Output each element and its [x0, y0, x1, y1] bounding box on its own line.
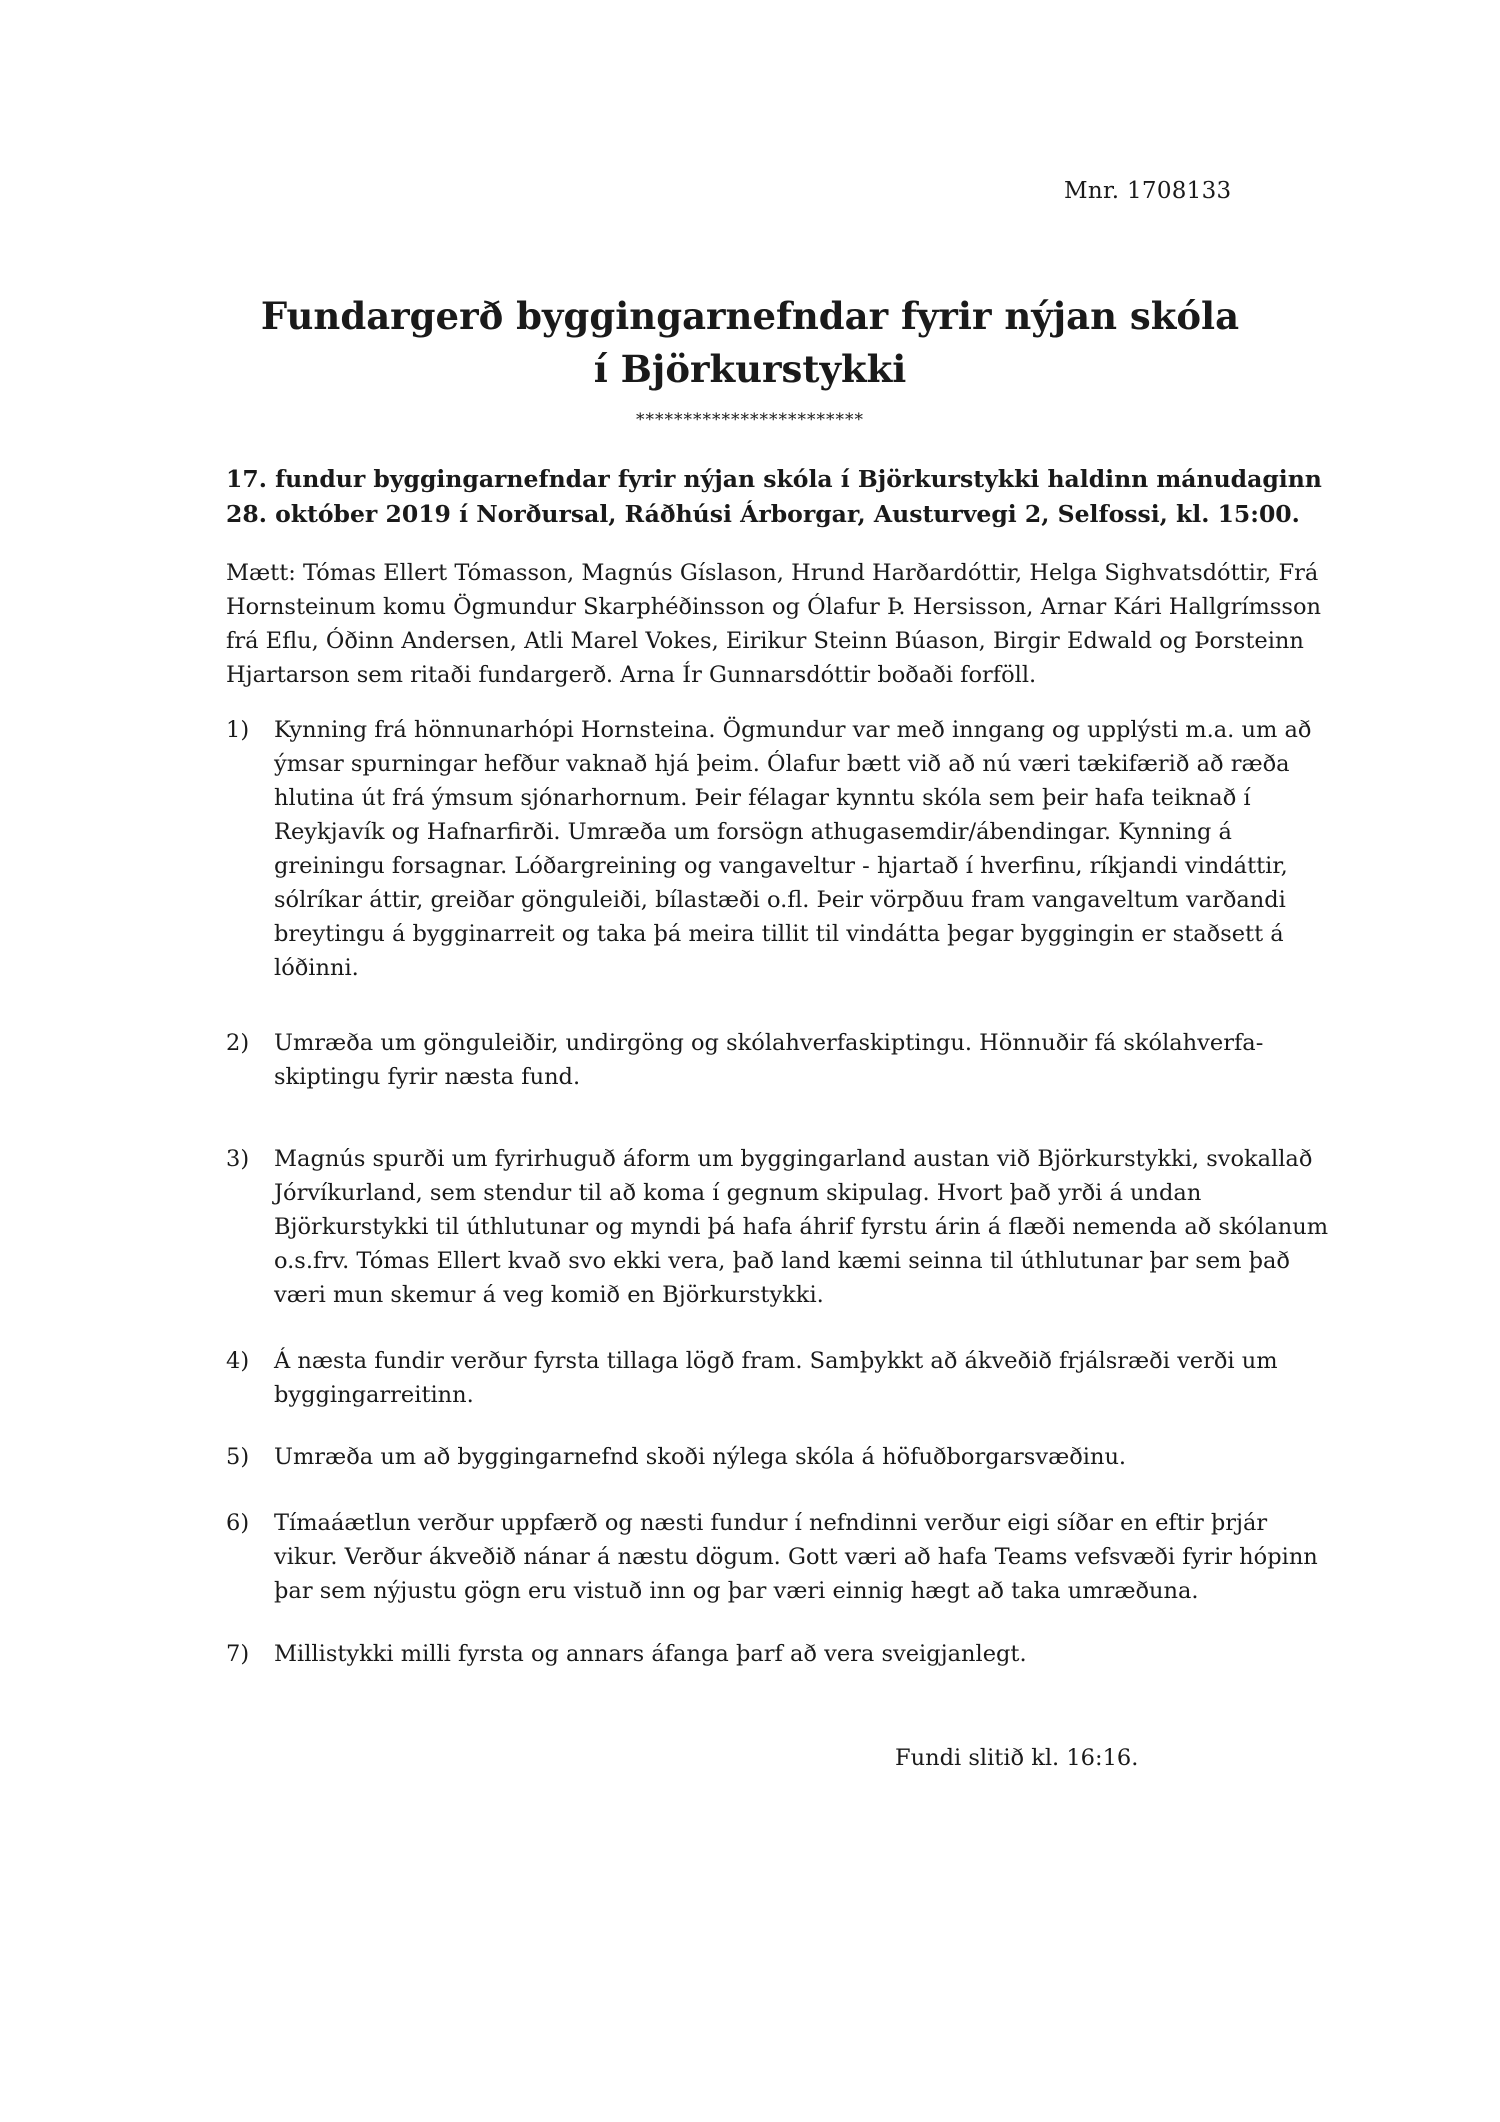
agenda-item-2 [226, 1026, 1336, 1094]
agenda-item-1 [226, 713, 1336, 985]
agenda-item-7 [226, 1637, 1336, 1671]
item-number: 4) [226, 1348, 250, 1374]
intro-line-1: 17. fundur byggingarnefndar fyrir nýjan skóla í Björkurstykki haldinn mánudaginn [226, 465, 1322, 493]
item-text: Umræða um að byggingarnefnd skoði nýlega skóla á höfuðborgarsvæðinu. [274, 1444, 1127, 1470]
agenda-item-6 [226, 1506, 1336, 1608]
title-line-1: Fundargerð byggingarnefndar fyrir nýjan skóla [260, 294, 1240, 338]
intro-line-2: 28. október 2019 í Norðursal, Ráðhúsi Árborgar, Austurvegi 2, Selfossi, kl. 15:00. [226, 500, 1300, 528]
agenda-item-5 [226, 1440, 1336, 1474]
item-number: 6) [226, 1510, 250, 1536]
item-number: 1) [226, 717, 250, 743]
document-title [0, 290, 1500, 396]
document-number: Mnr. 1708133 [1064, 178, 1232, 204]
agenda-item-4 [226, 1344, 1336, 1412]
meeting-intro [226, 462, 1336, 532]
item-text: Á næsta fundir verður fyrsta tillaga lögð fram. Samþykkt að ákveðið frjálsræði verði um byggingarreitinn. [274, 1348, 1278, 1408]
item-text: Umræða um gönguleiðir, undirgöng og skólahverfaskiptingu. Hönnuðir fá skólahverfa-skiptingu fyrir næsta fund. [274, 1030, 1264, 1090]
item-text: Kynning frá hönnunarhópi Hornsteina. Ögmundur var með inngang og upplýsti m.a. um að ýmsar spurningar hefður vaknað hjá þeim. Ólafur bætt við að nú væri tækifærið að ræða hlutina út frá ýmsum sjónarhornum. Þeir félagar kynntu skóla sem þeir hafa teiknað í Reykjavík og Hafnarfirði. Umræða um forsögn athugasemdir/ábendingar. Kynning á greiningu forsagnar. Lóðargreining og vangaveltur - hjartað í hverfinu, ríkjandi vindáttir, sólríkar áttir, greiðar gönguleiði, bílastæði o.fl. Þeir vörpðuu fram vangaveltum varðandi breytingu á bygginarreit og taka þá meira tillit til vindátta þegar byggingin er staðsett á lóðinni. [274, 717, 1312, 981]
attendees-paragraph: Mætt: Tómas Ellert Tómasson, Magnús Gíslason, Hrund Harðardóttir, Helga Sighvatsdóttir, Frá Hornsteinum komu Ögmundur Skarphéðinsson og Ólafur Þ. Hersisson, Arnar Kári Hallgrímsson frá Eflu, Óðinn Andersen, Atli Marel Vokes, Eirikur Steinn Búason, Birgir Edwald og Þorsteinn Hjartarson sem ritaði fundargerð. Arna Ír Gunnarsdóttir boðaði forföll. [226, 560, 1321, 688]
closing-note: Fundi slitið kl. 16:16. [895, 1745, 1139, 1771]
separator: ************************ [636, 410, 864, 430]
item-number: 2) [226, 1030, 250, 1056]
title-line-2: í Björkurstykki [593, 347, 907, 391]
item-number: 3) [226, 1146, 250, 1172]
item-text: Millistykki milli fyrsta og annars áfanga þarf að vera sveigjanlegt. [274, 1641, 1027, 1667]
item-text: Magnús spurði um fyrirhuguð áform um byggingarland austan við Björkurstykki, svokallað Jórvíkurland, sem stendur til að koma í gegnum skipulag. Hvort það yrði á undan Björkurstykki til úthlutunar og myndi þá hafa áhrif fyrstu árin á flæði nemenda að skólanum o.s.frv. Tómas Ellert kvað svo ekki vera, það land kæmi seinna til úthlutunar þar sem það væri mun skemur á veg komið en Björkurstykki. [274, 1146, 1329, 1308]
agenda-item-3 [226, 1142, 1336, 1312]
item-text: Tímaáætlun verður uppfærð og næsti fundur í nefndinni verður eigi síðar en eftir þrjár vikur. Verður ákveðið nánar á næstu dögum. Gott væri að hafa Teams vefsvæði fyrir hópinn þar sem nýjustu gögn eru vistuð inn og þar væri einnig hægt að taka umræðuna. [274, 1510, 1318, 1604]
item-number: 5) [226, 1444, 250, 1470]
item-number: 7) [226, 1641, 250, 1667]
